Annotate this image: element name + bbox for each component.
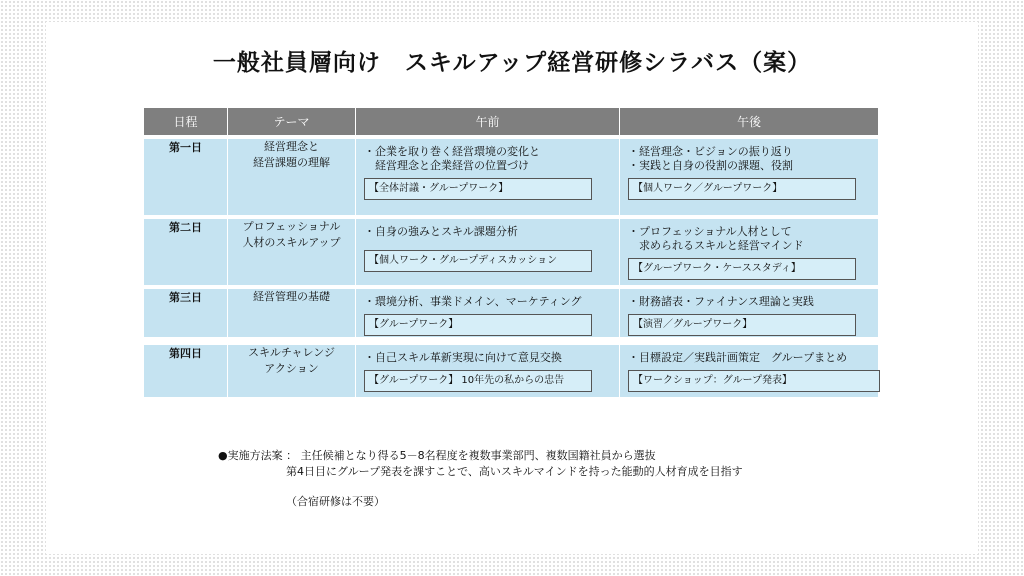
notes-line: 第4日目にグループ発表を課すことで、高いスキルマインドを持った能動的人材育成を目指す (286, 465, 743, 478)
header-theme: テーマ (228, 108, 356, 135)
afternoon-method-box: 【ワークショップ：グループ発表】 (628, 370, 880, 392)
morning-method-box: 【グループワーク】 10年先の私からの忠告 (364, 370, 592, 392)
morning-line: ・自己スキル革新実現に向けて意見交換 (364, 351, 562, 364)
afternoon-line: ・財務諸表・ファイナンス理論と実践 (628, 295, 814, 308)
theme-line: アクション (264, 362, 319, 375)
theme-cell (228, 285, 356, 337)
theme-line: 経営理念と (264, 140, 319, 153)
morning-cell (356, 135, 620, 215)
morning-cell (356, 337, 620, 397)
table-row (144, 285, 878, 337)
slide (46, 22, 978, 554)
afternoon-line: 求められるスキルと経営マインド (628, 239, 804, 252)
morning-line: 経営理念と企業経営の位置づけ (364, 159, 529, 172)
page-title: 一般社員層向け スキルアップ経営研修シラバス（案） (212, 50, 812, 76)
afternoon-cell (620, 337, 878, 397)
morning-method-box: 【全体討議・グループワーク】 (364, 178, 592, 200)
notes-line: ●実施方法案 ： 主任候補となり得る5－8名程度を複数事業部門、複数国籍社員から選抜 (218, 449, 656, 462)
morning-cell (356, 285, 620, 337)
morning-method-box: 【個人ワーク・グループディスカッション (364, 250, 592, 272)
morning-cell (356, 215, 620, 285)
day-label: 第二日 (144, 215, 228, 285)
afternoon-cell (620, 135, 878, 215)
afternoon-line: ・経営理念・ビジョンの振り返り (628, 145, 793, 158)
morning-line: ・環境分析、事業ドメイン、マーケティング (364, 295, 582, 308)
theme-line: スキルチャレンジ (247, 346, 335, 359)
morning-line: ・企業を取り巻く経営環境の変化と (364, 145, 540, 158)
notes-line: （合宿研修は不要） (286, 495, 385, 508)
theme-cell (228, 337, 356, 397)
header-morning: 午前 (356, 108, 620, 135)
table-row (144, 135, 878, 215)
theme-cell (228, 135, 356, 215)
syllabus-table (144, 108, 878, 397)
table-row (144, 337, 878, 397)
afternoon-cell (620, 285, 878, 337)
afternoon-method-box: 【演習／グループワーク】 (628, 314, 856, 336)
day-label: 第一日 (144, 135, 228, 215)
afternoon-line: ・実践と自身の役割の課題、役割 (628, 159, 793, 172)
header-schedule: 日程 (144, 108, 228, 135)
header-afternoon: 午後 (620, 108, 878, 135)
afternoon-line: ・プロフェッショナル人材として (628, 225, 792, 238)
table-row (144, 215, 878, 285)
morning-line: ・自身の強みとスキル課題分析 (364, 225, 518, 238)
morning-method-box: 【グループワーク】 (364, 314, 592, 336)
afternoon-method-box: 【個人ワーク／グループワーク】 (628, 178, 856, 200)
theme-line: プロフェッショナル (242, 220, 341, 233)
afternoon-method-box: 【グループワーク・ケーススタディ】 (628, 258, 856, 280)
implementation-notes (218, 448, 743, 510)
afternoon-cell (620, 215, 878, 285)
afternoon-line: ・目標設定／実践計画策定 グループまとめ (628, 351, 848, 364)
theme-line: 経営管理の基礎 (253, 290, 330, 303)
table-header-row (144, 108, 878, 135)
theme-line: 経営課題の理解 (253, 156, 330, 169)
day-label: 第三日 (144, 285, 228, 337)
day-label: 第四日 (144, 337, 228, 397)
theme-line: 人材のスキルアップ (242, 236, 341, 249)
theme-cell (228, 215, 356, 285)
